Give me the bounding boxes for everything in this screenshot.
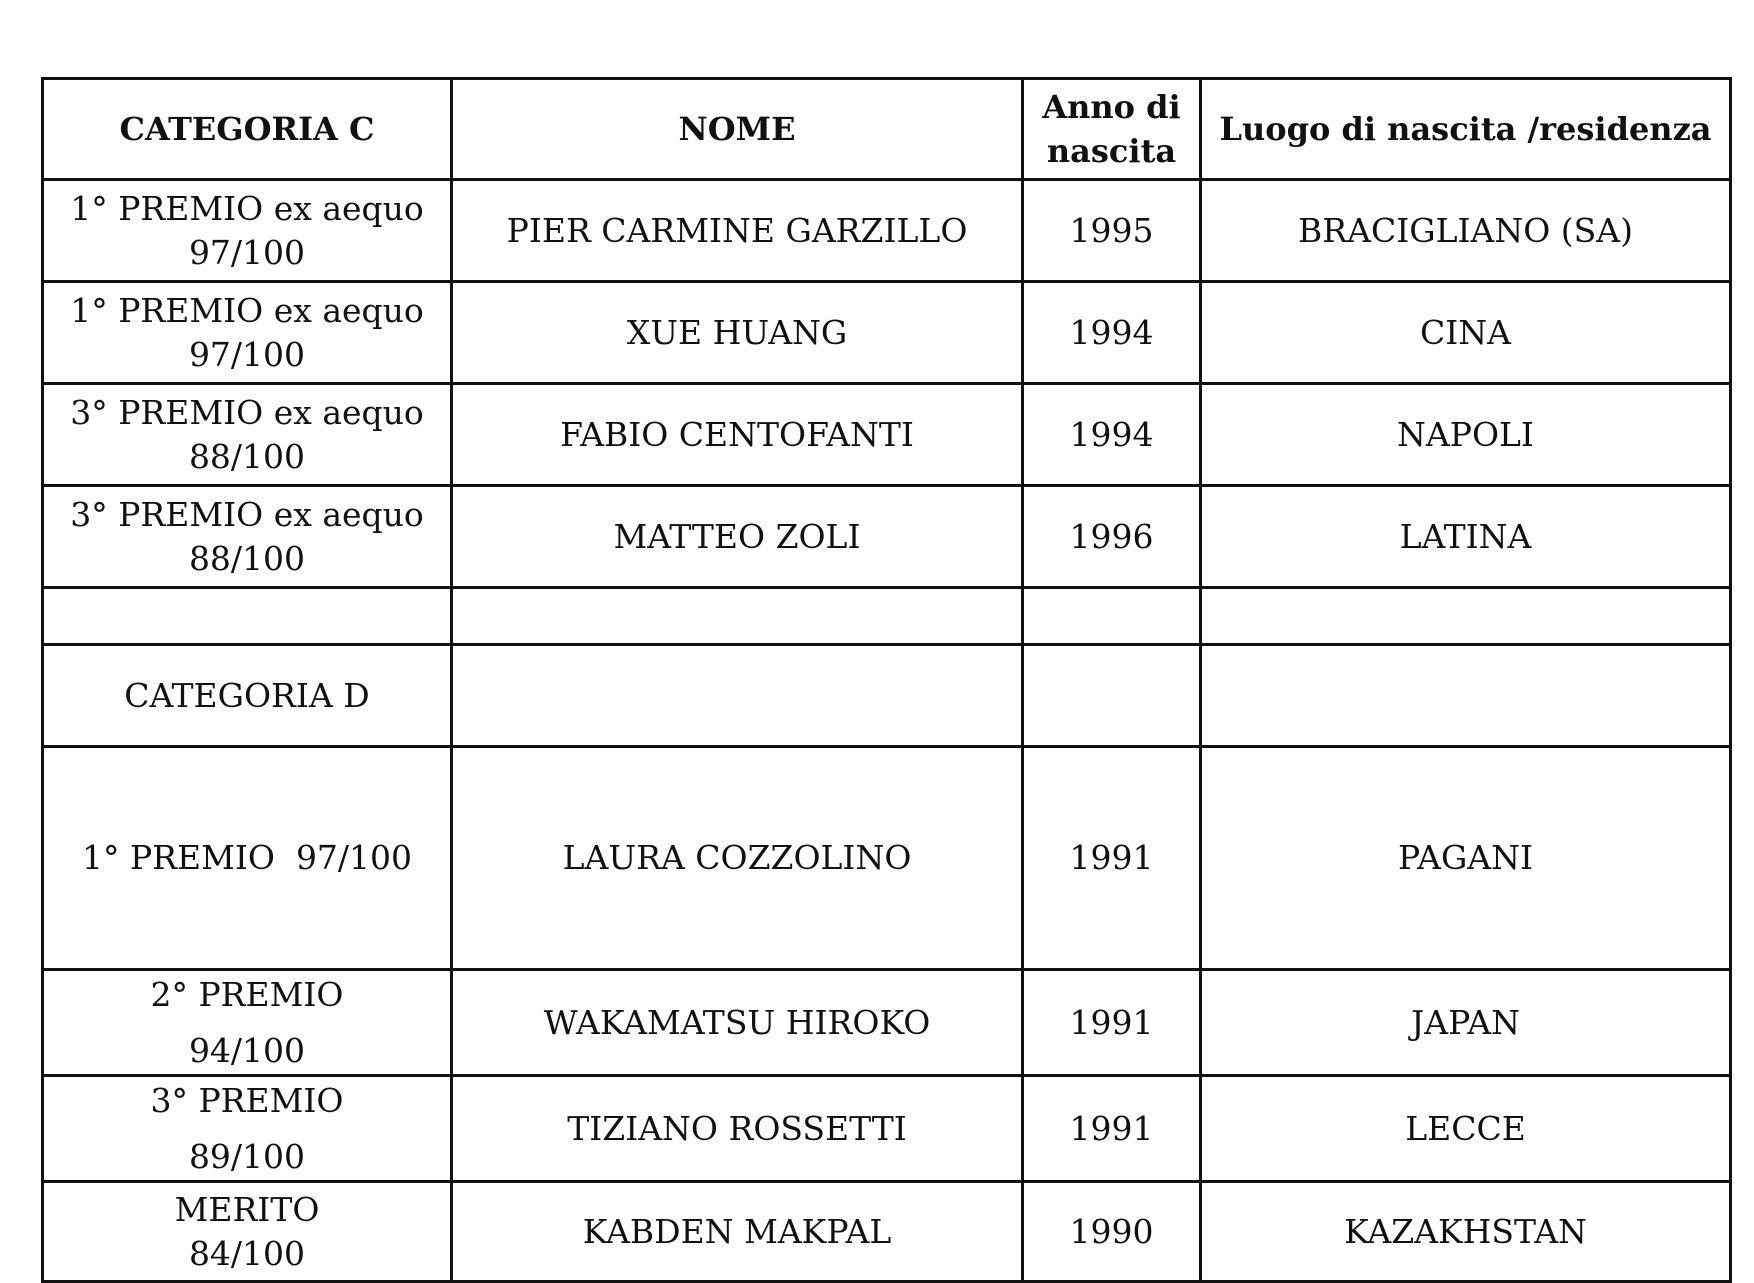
anno-cell: 1996 [1023,486,1201,588]
premio-line-2: 89/100 [188,1136,306,1176]
premio-cell [43,180,452,282]
premio-cell [43,588,452,645]
anno-cell: 1994 [1023,384,1201,486]
table-row [43,282,1731,384]
anno-cell: 1991 [1023,747,1201,970]
table-row [43,1076,1731,1182]
premio-line-1: 3° PREMIO ex aequo [70,494,424,534]
header-row [43,79,1731,180]
premio-line-1: 3° PREMIO [150,1080,344,1120]
table-row [43,180,1731,282]
nome-cell: LAURA COZZOLINO [452,747,1023,970]
results-sheet [41,77,1732,1283]
table-row [43,384,1731,486]
luogo-cell: BRACIGLIANO (SA) [1201,180,1731,282]
premio-line-2: 94/100 [188,1030,306,1070]
header-luogo [1201,79,1731,180]
results-table [41,77,1732,1283]
header-anno-line-1: Anno di [1042,88,1181,126]
nome-cell: KABDEN MAKPAL [452,1182,1023,1282]
table-row [43,1182,1731,1282]
table-row [43,486,1731,588]
nome-cell: WAKAMATSU HIROKO [452,970,1023,1076]
nome-cell: TIZIANO ROSSETTI [452,1076,1023,1182]
header-nome [452,79,1023,180]
premio-cell [43,970,452,1076]
premio-cell [43,1076,452,1182]
premio-cell [43,384,452,486]
empty-row [43,588,1731,645]
nome-cell: MATTEO ZOLI [452,486,1023,588]
header-luogo-text: Luogo di nascita /residenza [1219,110,1712,148]
nome-cell: FABIO CENTOFANTI [452,384,1023,486]
luogo-cell: NAPOLI [1201,384,1731,486]
luogo-cell: LECCE [1201,1076,1731,1182]
premio-line-2: 84/100 [188,1233,306,1273]
nome-cell: XUE HUANG [452,282,1023,384]
header-categoria [43,79,452,180]
premio-line-1: 1° PREMIO ex aequo [70,290,424,330]
anno-cell [1023,645,1201,747]
premio-line-2: 88/100 [188,538,306,578]
premio-line-2: 97/100 [188,334,306,374]
header-nome-text: NOME [678,110,796,148]
premio-line-1: 1° PREMIO ex aequo [70,188,424,228]
anno-cell: 1994 [1023,282,1201,384]
anno-cell: 1990 [1023,1182,1201,1282]
premio-cell [43,282,452,384]
luogo-cell [1201,588,1731,645]
table-row [43,747,1731,970]
luogo-cell: JAPAN [1201,970,1731,1076]
header-categoria-text: CATEGORIA C [119,110,375,148]
luogo-cell [1201,645,1731,747]
premio-cell [43,486,452,588]
category-row [43,645,1731,747]
premio-cell [43,1182,452,1282]
premio-cell [43,747,452,970]
premio-line-2: 88/100 [188,436,306,476]
premio-line-1: MERITO [174,1189,320,1229]
table-row [43,970,1731,1076]
luogo-cell: KAZAKHSTAN [1201,1182,1731,1282]
premio-line-2: 97/100 [188,232,306,272]
premio-line-1: 3° PREMIO ex aequo [70,392,424,432]
premio-line-1: 2° PREMIO [150,974,344,1014]
header-anno-line-2: nascita [1046,132,1177,170]
category-label: CATEGORIA D [43,645,452,747]
anno-cell: 1991 [1023,1076,1201,1182]
anno-cell: 1991 [1023,970,1201,1076]
premio-line-1: 1° PREMIO 97/100 [81,838,413,877]
anno-cell: 1995 [1023,180,1201,282]
luogo-cell: PAGANI [1201,747,1731,970]
anno-cell [1023,588,1201,645]
luogo-cell: LATINA [1201,486,1731,588]
nome-cell [452,588,1023,645]
nome-cell [452,645,1023,747]
luogo-cell: CINA [1201,282,1731,384]
header-anno [1023,79,1201,180]
nome-cell: PIER CARMINE GARZILLO [452,180,1023,282]
